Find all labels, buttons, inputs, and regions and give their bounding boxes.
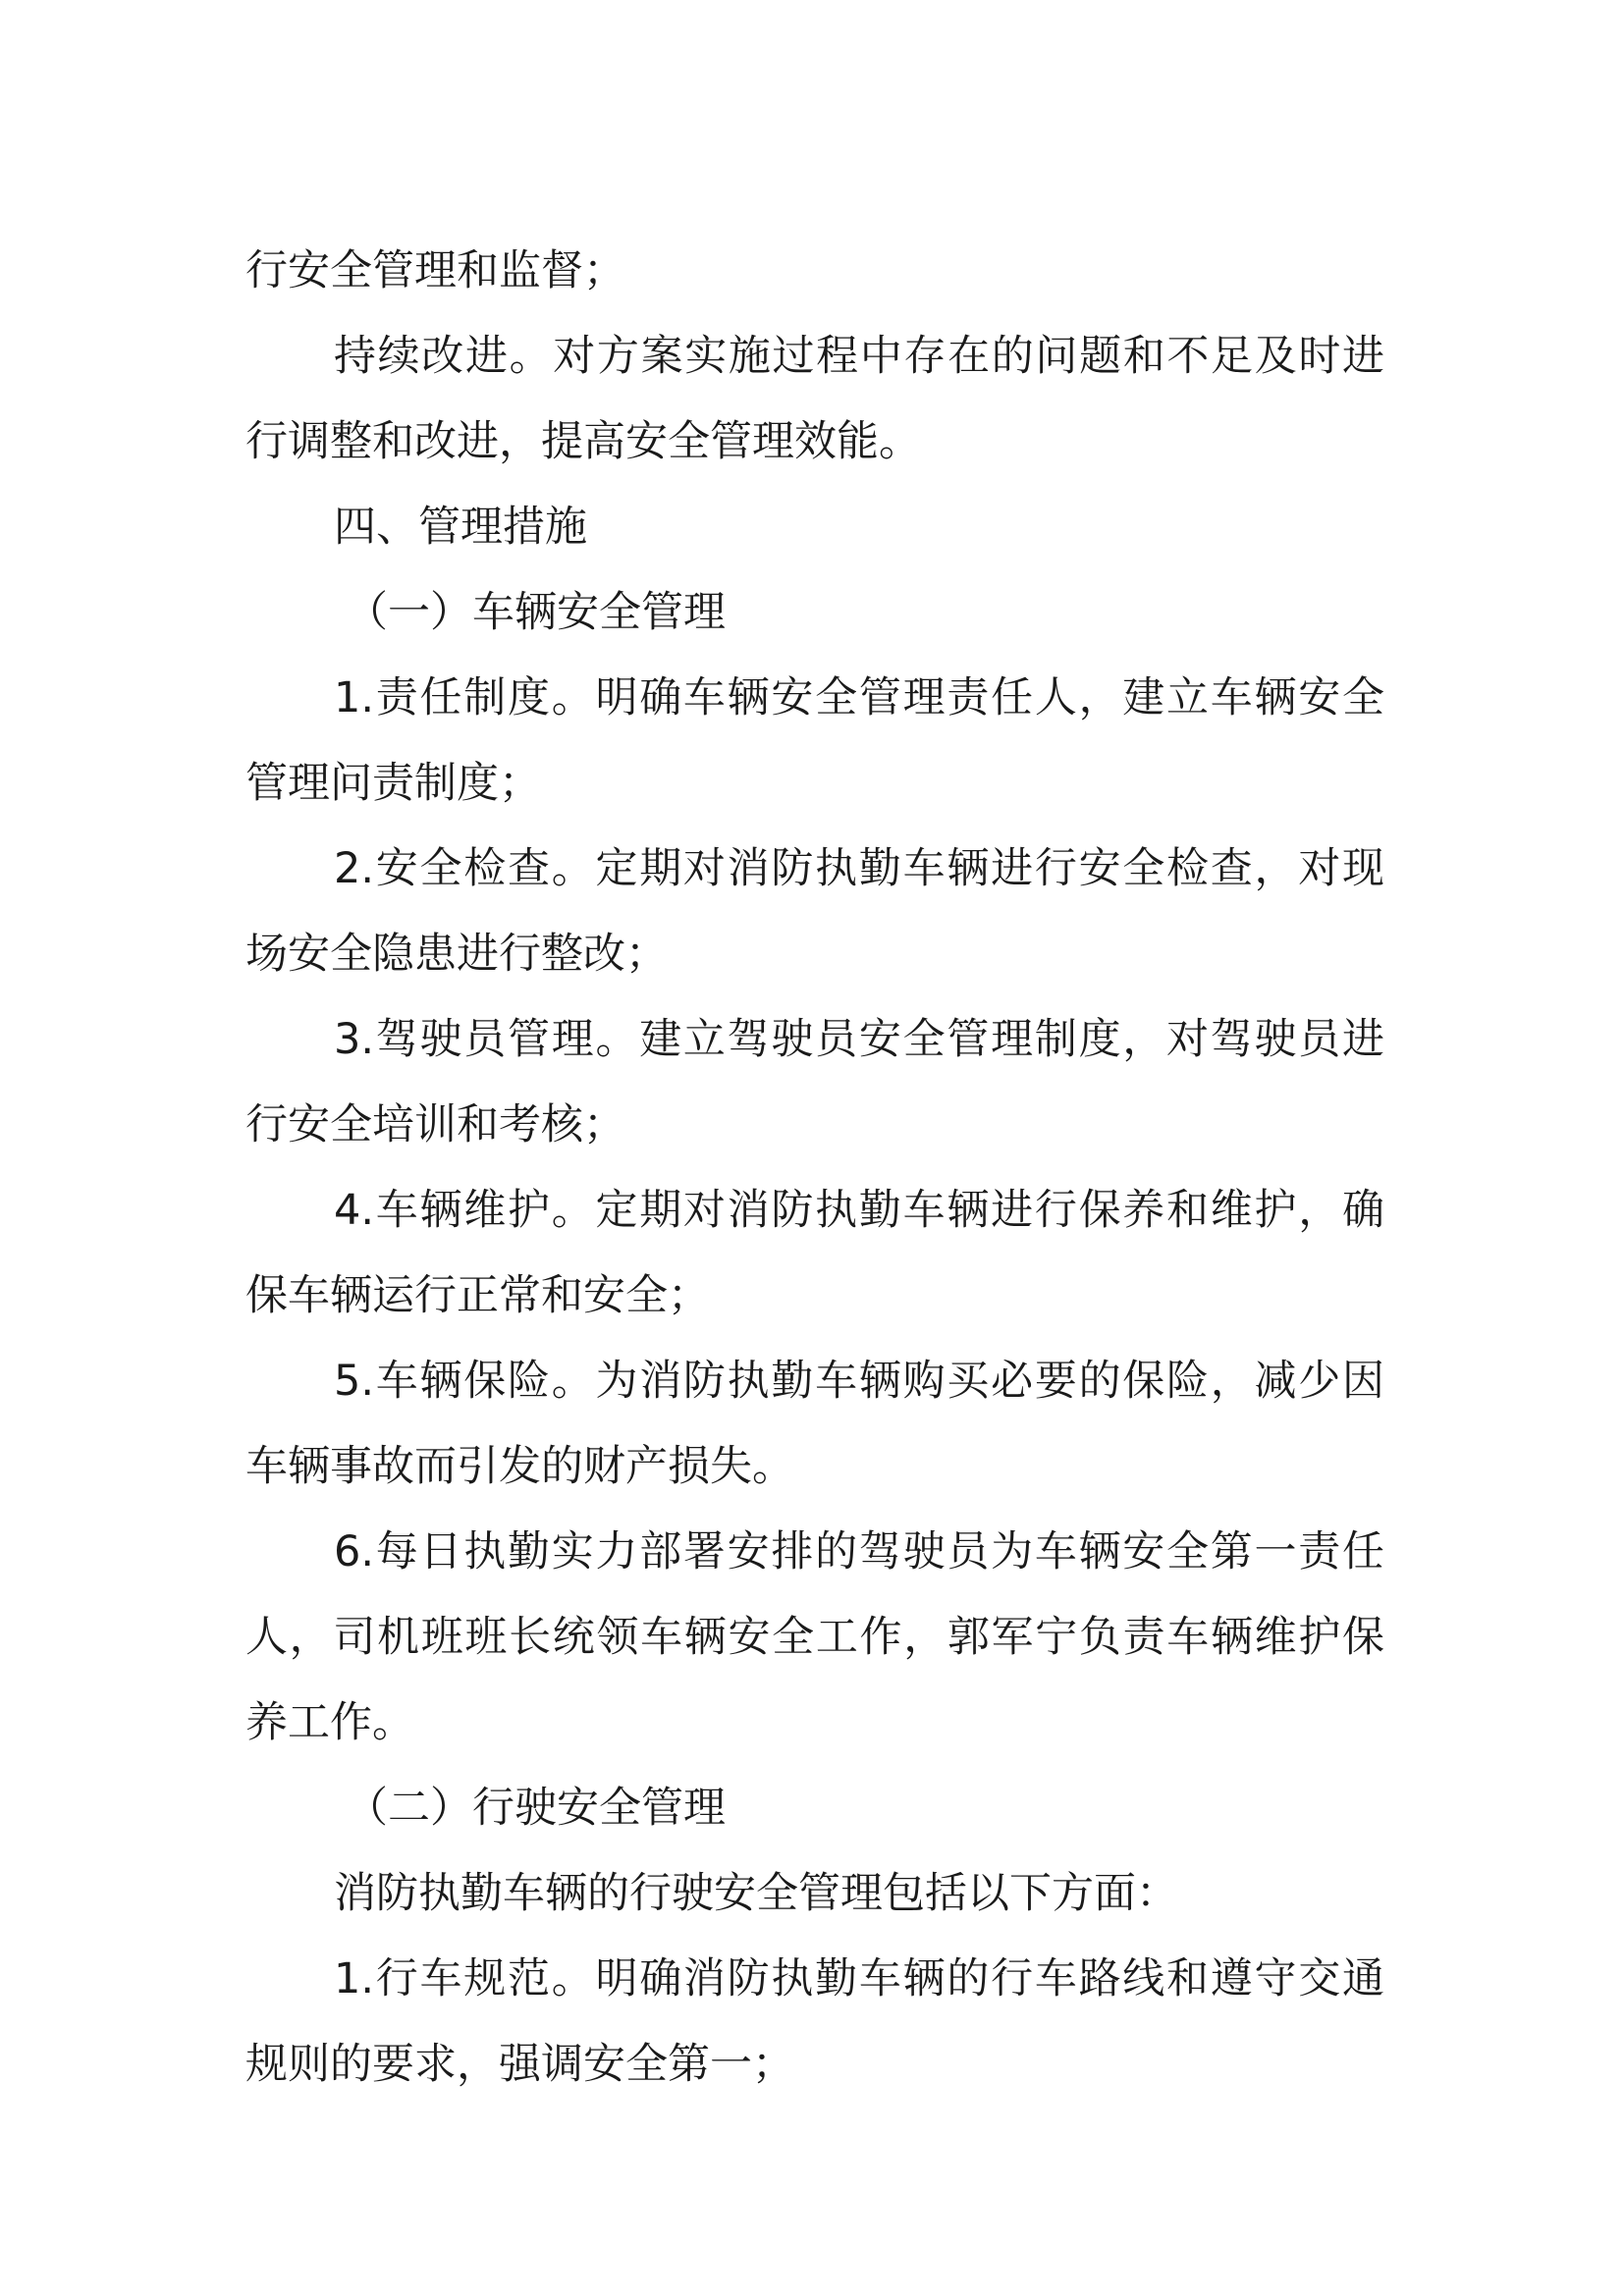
list-item-vehicle-insurance: 5.车辆保险。为消防执勤车辆购买必要的保险，减少因车辆事故而引发的财产损失。: [245, 1357, 1384, 1491]
list-item-driving-rules: 1.行车规范。明确消防执勤车辆的行车路线和遵守交通规则的要求，强调安全第一；: [245, 1954, 1384, 2089]
paragraph-continuation: 行安全管理和监督；: [245, 246, 625, 295]
list-item-vehicle-maintenance: 4.车辆维护。定期对消防执勤车辆进行保养和维护，确保车辆运行正常和安全；: [245, 1186, 1384, 1320]
list-item-driver-management: 3.驾驶员管理。建立驾驶员安全管理制度，对驾驶员进行安全培训和考核；: [245, 1015, 1384, 1149]
subsection-heading-vehicle-safety: （一）车辆安全管理: [346, 588, 726, 637]
subsection-heading-driving-safety: （二）行驶安全管理: [346, 1784, 726, 1833]
list-item-daily-duty: 6.每日执勤实力部署安排的驾驶员为车辆安全第一责任人，司机班班长统领车辆安全工作，郭军宁负责车辆维护保养工作。: [245, 1527, 1384, 1747]
paragraph-driving-intro: 消防执勤车辆的行驶安全管理包括以下方面：: [334, 1869, 1178, 1918]
paragraph-continuous-improvement: 持续改进。对方案实施过程中存在的问题和不足及时进行调整和改进，提高安全管理效能。: [245, 332, 1384, 466]
list-item-safety-inspection: 2.安全检查。定期对消防执勤车辆进行安全检查，对现场安全隐患进行整改；: [245, 844, 1384, 979]
section-heading-management-measures: 四、管理措施: [334, 503, 587, 552]
list-item-responsibility: 1.责任制度。明确车辆安全管理责任人，建立车辆安全管理问责制度；: [245, 673, 1384, 808]
body-text: [245, 229, 1384, 2108]
